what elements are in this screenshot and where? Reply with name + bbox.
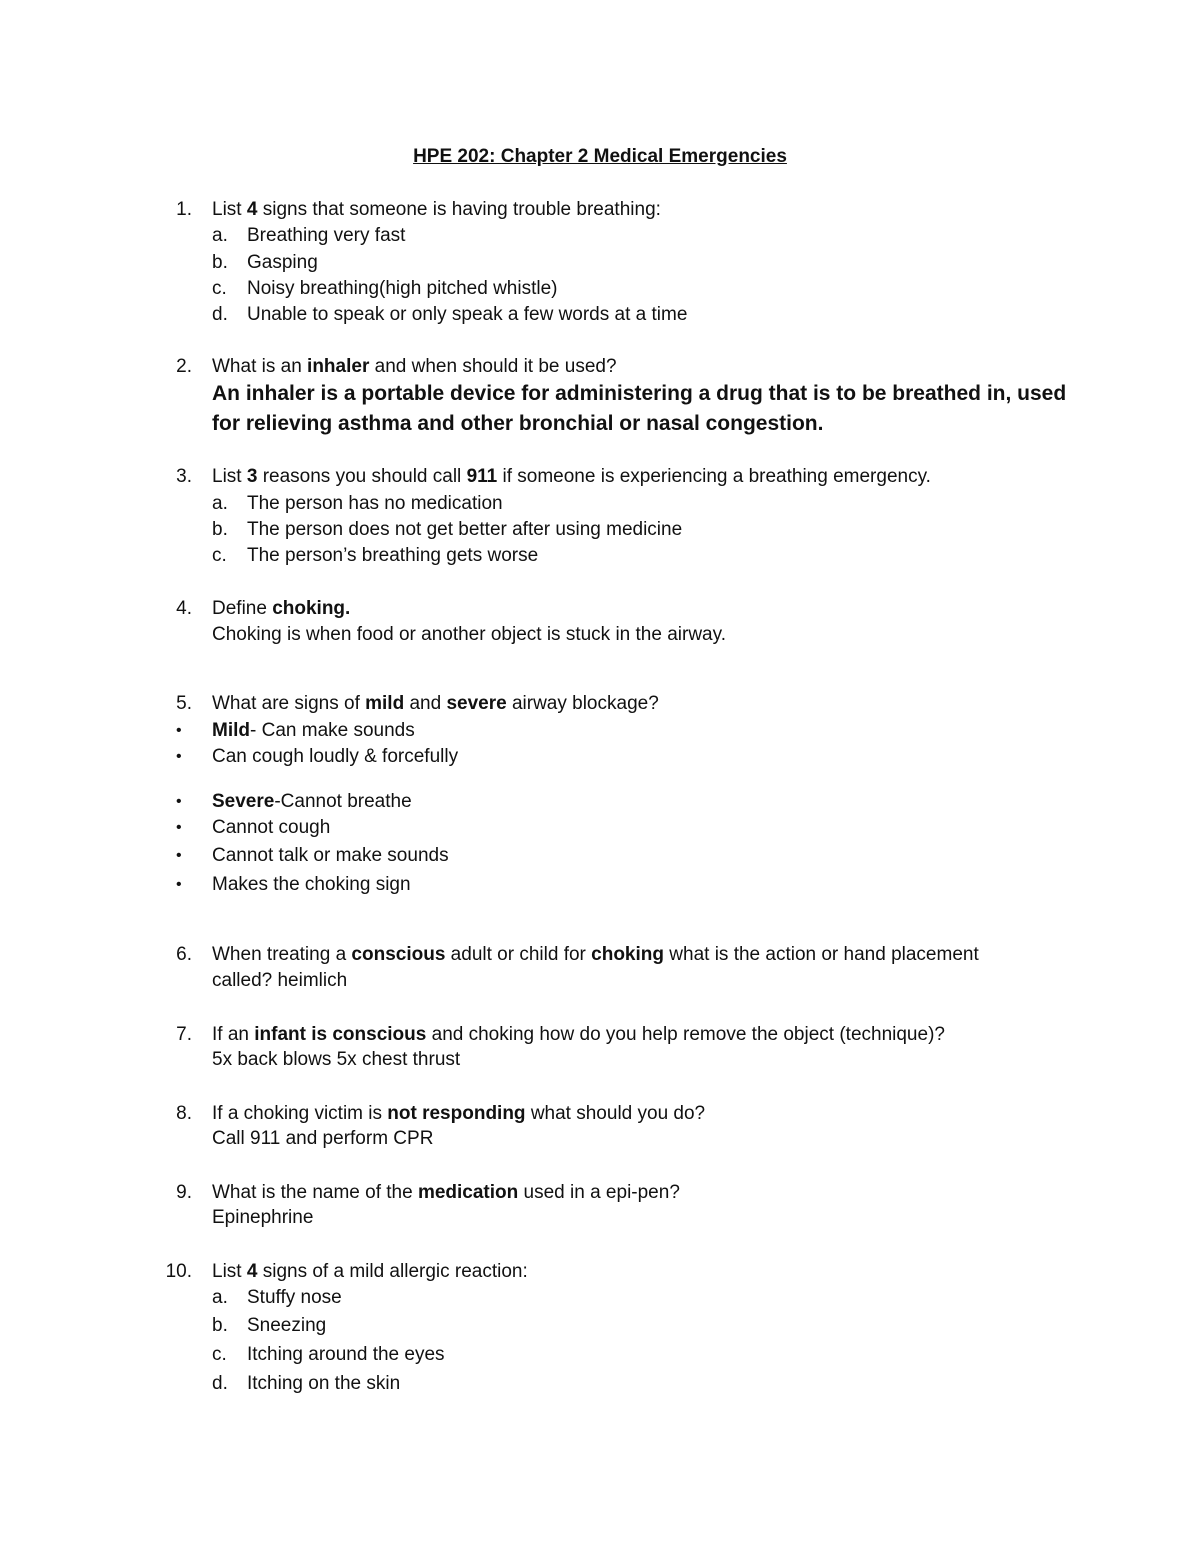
- page-title: HPE 202: Chapter 2 Medical Emergencies: [413, 146, 787, 167]
- answer-text: 5x back blows 5x chest thrust: [212, 1049, 461, 1070]
- answer-text: Epinephrine: [212, 1207, 314, 1228]
- list-item: Can cough loudly & forcefully: [212, 746, 459, 767]
- bullet-icon: •: [176, 876, 182, 893]
- bullet-icon: •: [176, 722, 182, 739]
- list-item: Stuffy nose: [247, 1287, 342, 1308]
- answer-text: called? heimlich: [212, 970, 348, 991]
- list-marker: a.: [212, 1287, 228, 1308]
- list-item: Cannot talk or make sounds: [212, 845, 449, 866]
- question-number: 8.: [176, 1103, 192, 1124]
- list-item: Gasping: [247, 252, 318, 273]
- list-item: The person’s breathing gets worse: [247, 545, 539, 566]
- list-marker: b.: [212, 1315, 228, 1336]
- question-8: If a choking victim is not responding what should you do?: [212, 1103, 706, 1124]
- bullet-icon: •: [176, 793, 182, 810]
- question-number: 2.: [176, 356, 192, 377]
- answer-text: Choking is when food or another object is stuck in the airway.: [212, 624, 726, 645]
- answer-text: for relieving asthma and other bronchial or nasal congestion.: [212, 412, 824, 435]
- bullet-icon: •: [176, 847, 182, 864]
- list-item: Makes the choking sign: [212, 874, 411, 895]
- list-item: Mild- Can make sounds: [212, 720, 415, 741]
- question-number: 7.: [176, 1024, 192, 1045]
- question-9: What is the name of the medication used in a epi-pen?: [212, 1182, 680, 1203]
- question-number: 1.: [176, 199, 192, 220]
- question-2: What is an inhaler and when should it be used?: [212, 356, 617, 377]
- question-number: 9.: [176, 1182, 192, 1203]
- list-marker: d.: [212, 304, 228, 325]
- question-3: List 3 reasons you should call 911 if someone is experiencing a breathing emergency.: [212, 466, 931, 487]
- question-number: 3.: [176, 466, 192, 487]
- question-7: If an infant is conscious and choking how do you help remove the object (technique)?: [212, 1024, 945, 1045]
- answer-text: Call 911 and perform CPR: [212, 1128, 434, 1149]
- question-4: Define choking.: [212, 598, 351, 619]
- list-item: Breathing very fast: [247, 225, 406, 246]
- question-5: What are signs of mild and severe airway blockage?: [212, 693, 659, 714]
- list-item: Itching on the skin: [247, 1373, 401, 1394]
- question-number: 10.: [165, 1261, 192, 1282]
- question-number: 6.: [176, 944, 192, 965]
- list-marker: b.: [212, 252, 228, 273]
- list-item: The person has no medication: [247, 493, 503, 514]
- list-marker: a.: [212, 225, 228, 246]
- list-item: Severe-Cannot breathe: [212, 791, 412, 812]
- list-marker: c.: [212, 545, 227, 566]
- bullet-icon: •: [176, 819, 182, 836]
- list-item: Sneezing: [247, 1315, 327, 1336]
- bullet-icon: •: [176, 748, 182, 765]
- list-item: Cannot cough: [212, 817, 331, 838]
- question-1: List 4 signs that someone is having trouble breathing:: [212, 199, 661, 220]
- list-marker: d.: [212, 1373, 228, 1394]
- question-number: 5.: [176, 693, 192, 714]
- list-marker: c.: [212, 278, 227, 299]
- list-marker: a.: [212, 493, 228, 514]
- list-item: Itching around the eyes: [247, 1344, 445, 1365]
- list-item: Unable to speak or only speak a few words at a time: [247, 304, 688, 325]
- answer-text: An inhaler is a portable device for administering a drug that is to be breathed in, used: [212, 382, 1067, 405]
- list-marker: c.: [212, 1344, 227, 1365]
- question-6: When treating a conscious adult or child for choking what is the action or hand placement: [212, 944, 979, 965]
- list-marker: b.: [212, 519, 228, 540]
- list-item: The person does not get better after using medicine: [247, 519, 683, 540]
- question-number: 4.: [176, 598, 192, 619]
- question-10: List 4 signs of a mild allergic reaction:: [212, 1261, 528, 1282]
- list-item: Noisy breathing(high pitched whistle): [247, 278, 558, 299]
